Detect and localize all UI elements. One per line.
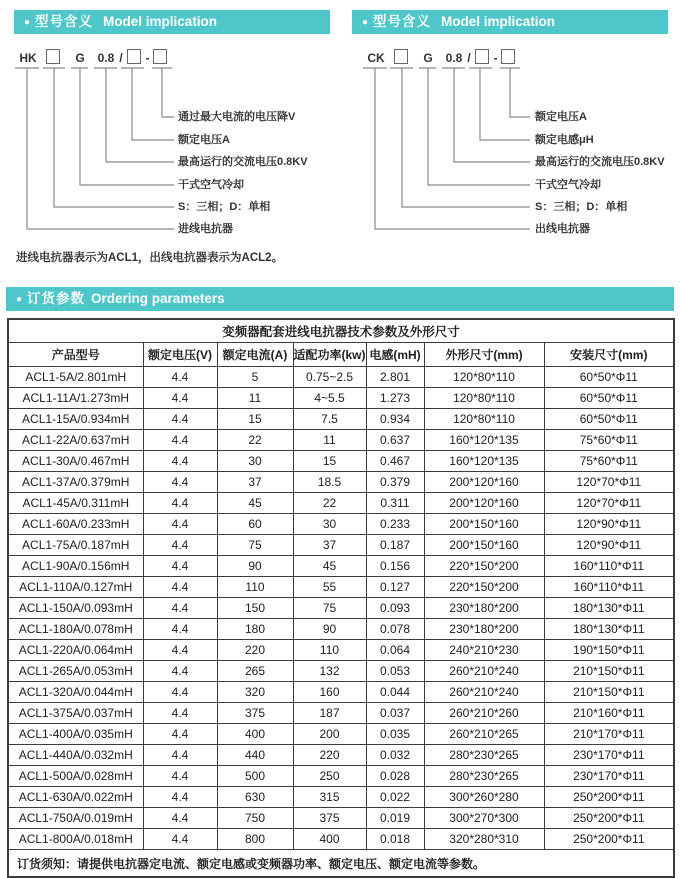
- table-cell: 4.4: [143, 661, 217, 682]
- table-cell: 30: [217, 451, 293, 472]
- table-cell: 220*150*200: [424, 577, 544, 598]
- table-cell: 440: [217, 745, 293, 766]
- table-cell: 260*210*240: [424, 661, 544, 682]
- table-cell: 230*170*Φ11: [544, 766, 674, 787]
- table-cell: 60*50*Φ11: [544, 409, 674, 430]
- table-cell: 375: [217, 703, 293, 724]
- table-cell: ACL1-11A/1.273mH: [8, 388, 143, 409]
- table-caption: 变频器配套进线电抗器技术参数及外形尺寸: [8, 319, 674, 343]
- table-cell: 4.4: [143, 493, 217, 514]
- section-title-en: Model implication: [103, 14, 218, 29]
- table-cell: 320: [217, 682, 293, 703]
- table-cell: 132: [293, 661, 366, 682]
- table-row: [8, 661, 674, 682]
- table-cell: 4.4: [143, 409, 217, 430]
- table-cell: 190*150*Φ11: [544, 640, 674, 661]
- table-cell: 160*110*Φ11: [544, 577, 674, 598]
- table-cell: 75: [217, 535, 293, 556]
- table-row: [8, 451, 674, 472]
- table-cell: 120*90*Φ11: [544, 535, 674, 556]
- diagram-label: 干式空气冷却: [535, 179, 601, 191]
- table-cell: 4.4: [143, 367, 217, 388]
- table-cell: 0.75~2.5: [293, 367, 366, 388]
- table-cell: 4.4: [143, 682, 217, 703]
- table-row: [8, 682, 674, 703]
- table-cell: 265: [217, 661, 293, 682]
- model-prefix: HK: [19, 51, 37, 65]
- table-cell: 375: [293, 808, 366, 829]
- table-header-cell: 外形尺寸(mm): [424, 343, 544, 367]
- table-cell: 4.4: [143, 619, 217, 640]
- table-cell: 210*150*Φ11: [544, 661, 674, 682]
- table-row: [8, 640, 674, 661]
- section-title-zh: 订货参数: [27, 291, 86, 306]
- table-cell: 11: [293, 430, 366, 451]
- table-cell: 0.078: [366, 619, 424, 640]
- table-cell: 250*200*Φ11: [544, 808, 674, 829]
- table-row: [8, 619, 674, 640]
- table-cell: 240*210*230: [424, 640, 544, 661]
- table-row: [8, 808, 674, 829]
- table-cell: ACL1-375A/0.037mH: [8, 703, 143, 724]
- table-cell: 0.379: [366, 472, 424, 493]
- table-row: [8, 598, 674, 619]
- table-cell: ACL1-220A/0.064mH: [8, 640, 143, 661]
- table-cell: 60: [217, 514, 293, 535]
- table-cell: 0.127: [366, 577, 424, 598]
- table-cell: 220*150*200: [424, 556, 544, 577]
- table-cell: 280*230*265: [424, 766, 544, 787]
- table-cell: 4.4: [143, 430, 217, 451]
- table-cell: 75: [293, 598, 366, 619]
- params-table-body: [8, 319, 674, 367]
- table-row: [8, 367, 674, 388]
- table-row: [8, 577, 674, 598]
- table-cell: 0.156: [366, 556, 424, 577]
- diagram-label: S：三相；D：单相: [178, 201, 271, 213]
- ordering-parameters-table: [7, 318, 675, 878]
- table-cell: 160*120*135: [424, 430, 544, 451]
- table-cell: 120*80*110: [424, 388, 544, 409]
- table-header-cell: 安装尺寸(mm): [544, 343, 674, 367]
- table-cell: ACL1-265A/0.053mH: [8, 661, 143, 682]
- table-cell: 180*130*Φ11: [544, 619, 674, 640]
- section-title-en: Model implication: [441, 14, 556, 29]
- table-cell: ACL1-5A/2.801mH: [8, 367, 143, 388]
- table-caption-row: [8, 319, 674, 343]
- table-cell: 0.035: [366, 724, 424, 745]
- table-cell: 150: [217, 598, 293, 619]
- table-cell: 2.801: [366, 367, 424, 388]
- table-row: [8, 472, 674, 493]
- table-cell: 230*180*200: [424, 619, 544, 640]
- table-cell: 120*70*Φ11: [544, 493, 674, 514]
- table-data-body: [8, 367, 674, 850]
- table-cell: ACL1-750A/0.019mH: [8, 808, 143, 829]
- table-cell: ACL1-800A/0.018mH: [8, 829, 143, 850]
- acl-footnote: 进线电抗器表示为ACL1，出线电抗器表示为ACL2。: [16, 252, 284, 264]
- table-row: [8, 724, 674, 745]
- diagram-label: 额定电压A: [178, 134, 230, 146]
- table-row: [8, 535, 674, 556]
- table-cell: ACL1-110A/0.127mH: [8, 577, 143, 598]
- table-cell: ACL1-75A/0.187mH: [8, 535, 143, 556]
- table-cell: 22: [293, 493, 366, 514]
- table-cell: 4.4: [143, 514, 217, 535]
- table-row: [8, 388, 674, 409]
- table-cell: 250*200*Φ11: [544, 829, 674, 850]
- table-cell: 300*270*300: [424, 808, 544, 829]
- table-cell: 15: [217, 409, 293, 430]
- table-cell: 0.053: [366, 661, 424, 682]
- table-cell: 250: [293, 766, 366, 787]
- diagram-connector-lines: [340, 45, 680, 245]
- table-cell: ACL1-400A/0.035mH: [8, 724, 143, 745]
- table-cell: 4~5.5: [293, 388, 366, 409]
- table-cell: 4.4: [143, 640, 217, 661]
- diagram-label: 额定电压A: [535, 111, 587, 123]
- table-cell: 0.064: [366, 640, 424, 661]
- table-cell: 280*230*265: [424, 745, 544, 766]
- table-cell: 4.4: [143, 766, 217, 787]
- model-code-box: [501, 49, 515, 64]
- table-cell: 0.018: [366, 829, 424, 850]
- table-cell: 200: [293, 724, 366, 745]
- table-row: [8, 766, 674, 787]
- table-cell: 180*130*Φ11: [544, 598, 674, 619]
- table-cell: ACL1-22A/0.637mH: [8, 430, 143, 451]
- table-cell: 37: [293, 535, 366, 556]
- table-cell: 400: [293, 829, 366, 850]
- table-header-cell: 额定电流(A): [217, 343, 293, 367]
- model-code-value: 0.8: [445, 51, 463, 65]
- diagram-label: 最高运行的交流电压0.8KV: [535, 156, 665, 168]
- diagram-label: 额定电感μH: [535, 134, 594, 146]
- table-cell: ACL1-45A/0.311mH: [8, 493, 143, 514]
- table-cell: ACL1-440A/0.032mH: [8, 745, 143, 766]
- table-note-row: [8, 850, 674, 878]
- table-cell: 200*120*160: [424, 472, 544, 493]
- table-cell: 4.4: [143, 388, 217, 409]
- table-cell: 260*210*265: [424, 724, 544, 745]
- table-cell: 200*150*160: [424, 535, 544, 556]
- table-cell: 90: [217, 556, 293, 577]
- table-cell: 60*50*Φ11: [544, 367, 674, 388]
- table-cell: 120*70*Φ11: [544, 472, 674, 493]
- table-row: [8, 703, 674, 724]
- table-cell: 4.4: [143, 472, 217, 493]
- table-cell: 0.187: [366, 535, 424, 556]
- table-cell: 110: [217, 577, 293, 598]
- table-cell: 120*80*110: [424, 409, 544, 430]
- table-cell: 0.467: [366, 451, 424, 472]
- table-cell: 90: [293, 619, 366, 640]
- table-cell: 18.5: [293, 472, 366, 493]
- table-cell: 210*150*Φ11: [544, 682, 674, 703]
- table-cell: ACL1-30A/0.467mH: [8, 451, 143, 472]
- table-row: [8, 514, 674, 535]
- table-cell: 30: [293, 514, 366, 535]
- table-row: [8, 787, 674, 808]
- table-cell: 187: [293, 703, 366, 724]
- table-cell: 220: [217, 640, 293, 661]
- table-cell: 4.4: [143, 829, 217, 850]
- table-cell: 0.934: [366, 409, 424, 430]
- table-cell: 0.233: [366, 514, 424, 535]
- table-cell: 400: [217, 724, 293, 745]
- table-cell: 37: [217, 472, 293, 493]
- table-cell: 5: [217, 367, 293, 388]
- table-cell: 0.037: [366, 703, 424, 724]
- diagram-label: S：三相；D：单相: [535, 201, 628, 213]
- table-header-cell: 电感(mH): [366, 343, 424, 367]
- table-cell: 15: [293, 451, 366, 472]
- table-cell: 0.022: [366, 787, 424, 808]
- table-cell: 200*150*160: [424, 514, 544, 535]
- table-cell: 4.4: [143, 556, 217, 577]
- table-cell: ACL1-320A/0.044mH: [8, 682, 143, 703]
- table-cell: 250*200*Φ11: [544, 787, 674, 808]
- table-cell: 4.4: [143, 787, 217, 808]
- table-cell: 160: [293, 682, 366, 703]
- table-cell: 320*280*310: [424, 829, 544, 850]
- table-cell: 210*160*Φ11: [544, 703, 674, 724]
- table-cell: 120*80*110: [424, 367, 544, 388]
- model-code-box: [394, 49, 408, 64]
- table-cell: 0.019: [366, 808, 424, 829]
- table-cell: 4.4: [143, 535, 217, 556]
- diagram-label: 干式空气冷却: [178, 179, 244, 191]
- table-cell: 0.311: [366, 493, 424, 514]
- table-cell: 4.4: [143, 451, 217, 472]
- model-slash: /: [119, 51, 123, 65]
- model-diagram-ck: [0, 0, 680, 280]
- table-row: [8, 745, 674, 766]
- table-cell: 4.4: [143, 598, 217, 619]
- table-header-cell: 适配功率(kw): [293, 343, 366, 367]
- table-cell: 75*60*Φ11: [544, 430, 674, 451]
- table-row: [8, 409, 674, 430]
- table-cell: 200*120*160: [424, 493, 544, 514]
- table-cell: 22: [217, 430, 293, 451]
- table-cell: 0.044: [366, 682, 424, 703]
- diagram-label: 出线电抗器: [535, 223, 590, 235]
- table-header-row: [8, 343, 674, 367]
- table-cell: 500: [217, 766, 293, 787]
- table-cell: 800: [217, 829, 293, 850]
- table-cell: 110: [293, 640, 366, 661]
- table-cell: 0.032: [366, 745, 424, 766]
- model-code-letter: G: [423, 51, 433, 65]
- table-cell: 45: [217, 493, 293, 514]
- model-dash: -: [145, 51, 150, 65]
- table-cell: 160*110*Φ11: [544, 556, 674, 577]
- table-row: [8, 556, 674, 577]
- table-cell: ACL1-150A/0.093mH: [8, 598, 143, 619]
- table-cell: 630: [217, 787, 293, 808]
- table-cell: 230*180*200: [424, 598, 544, 619]
- table-cell: 180: [217, 619, 293, 640]
- table-cell: ACL1-37A/0.379mH: [8, 472, 143, 493]
- table-cell: 75*60*Φ11: [544, 451, 674, 472]
- section-title-en: Ordering parameters: [91, 291, 225, 306]
- section-header-ordering: [6, 287, 674, 311]
- table-row: [8, 493, 674, 514]
- table-cell: 300*260*280: [424, 787, 544, 808]
- table-cell: 260*210*260: [424, 703, 544, 724]
- table-header-cell: 额定电压(V): [143, 343, 217, 367]
- diagram-label: 进线电抗器: [178, 223, 233, 235]
- section-title-zh: 型号含义: [373, 14, 432, 29]
- table-cell: 260*210*240: [424, 682, 544, 703]
- table-cell: 315: [293, 787, 366, 808]
- order-note: 订货须知：请提供电抗器定电流、额定电感或变频器功率、额定电压、额定电流等参数。: [8, 850, 674, 878]
- table-cell: 4.4: [143, 577, 217, 598]
- table-cell: 4.4: [143, 808, 217, 829]
- model-dash: -: [493, 51, 498, 65]
- table-cell: 4.4: [143, 745, 217, 766]
- table-row: [8, 829, 674, 850]
- model-code-box: [475, 49, 489, 64]
- table-cell: 4.4: [143, 724, 217, 745]
- table-cell: 7.5: [293, 409, 366, 430]
- table-cell: 160*120*135: [424, 451, 544, 472]
- table-row: [8, 430, 674, 451]
- table-cell: 1.273: [366, 388, 424, 409]
- table-cell: 120*90*Φ11: [544, 514, 674, 535]
- table-header-cell: 产品型号: [8, 343, 143, 367]
- table-cell: 11: [217, 388, 293, 409]
- table-cell: ACL1-60A/0.233mH: [8, 514, 143, 535]
- table-cell: 45: [293, 556, 366, 577]
- table-cell: 55: [293, 577, 366, 598]
- section-title-zh: 型号含义: [35, 14, 94, 29]
- table-cell: 210*170*Φ11: [544, 724, 674, 745]
- table-cell: 750: [217, 808, 293, 829]
- table-cell: 220: [293, 745, 366, 766]
- table-cell: 60*50*Φ11: [544, 388, 674, 409]
- table-cell: ACL1-500A/0.028mH: [8, 766, 143, 787]
- bullet-icon: ●: [362, 17, 369, 28]
- table-cell: 0.637: [366, 430, 424, 451]
- table-cell: ACL1-630A/0.022mH: [8, 787, 143, 808]
- table-cell: 0.028: [366, 766, 424, 787]
- bullet-icon: ●: [24, 17, 31, 28]
- diagram-label: 通过最大电流的电压降V: [178, 111, 296, 123]
- model-slash: /: [467, 51, 471, 65]
- diagram-label: 最高运行的交流电压0.8KV: [178, 156, 308, 168]
- table-cell: ACL1-90A/0.156mH: [8, 556, 143, 577]
- table-cell: 4.4: [143, 703, 217, 724]
- bullet-icon: ●: [16, 294, 23, 305]
- table-cell: ACL1-15A/0.934mH: [8, 409, 143, 430]
- table-cell: ACL1-180A/0.078mH: [8, 619, 143, 640]
- model-prefix: CK: [367, 51, 385, 65]
- table-cell: 230*170*Φ11: [544, 745, 674, 766]
- model-code-value: 0.8: [97, 51, 115, 65]
- model-code-letter: G: [75, 51, 85, 65]
- table-cell: 0.093: [366, 598, 424, 619]
